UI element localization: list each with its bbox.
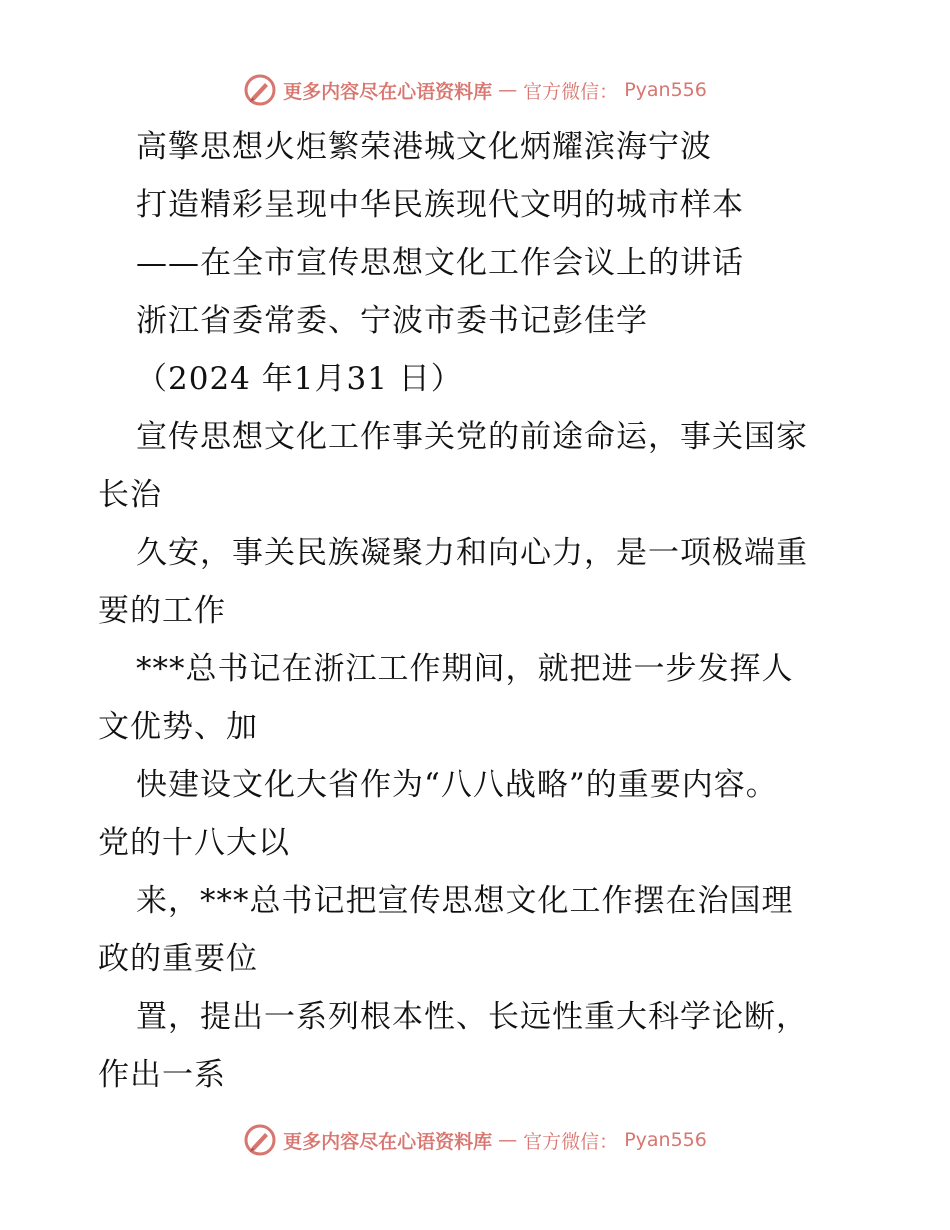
banner-id: Pyan556 xyxy=(624,79,707,101)
pen-logo-icon xyxy=(243,73,277,107)
banner-label: 官方微信： xyxy=(523,1130,619,1153)
banner-text: 更多内容尽在心语资料库 xyxy=(283,80,493,103)
footer-watermark-banner xyxy=(0,1120,950,1160)
author-line: 浙江省委常委、宁波市委书记彭佳学 xyxy=(136,303,648,339)
paragraph-line: 文优势、加 xyxy=(98,709,258,745)
paragraph-line: 置，提出一系列根本性、长远性重大科学论断， xyxy=(136,999,808,1035)
header-watermark-banner xyxy=(0,70,950,110)
paragraph-line: 久安，事关民族凝聚力和向心力，是一项极端重 xyxy=(136,535,808,571)
banner-label: 官方微信： xyxy=(523,80,619,103)
paragraph-line: 作出一系 xyxy=(98,1057,226,1093)
date-line: （2024 年1月31 日） xyxy=(136,361,463,397)
document-body xyxy=(98,118,858,1104)
banner-dash: — xyxy=(498,1129,518,1151)
paragraph-line: 快建设文化大省作为“八八战略”的重要内容。 xyxy=(136,767,778,803)
paragraph-line: 宣传思想文化工作事关党的前途命运，事关国家 xyxy=(136,419,808,455)
paragraph-line: 要的工作 xyxy=(98,593,226,629)
banner-id: Pyan556 xyxy=(624,1129,707,1151)
paragraph-line: 长治 xyxy=(98,477,162,513)
subtitle-line: ——在全市宣传思想文化工作会议上的讲话 xyxy=(136,245,744,281)
pen-logo-icon xyxy=(243,1123,277,1157)
title-line-2: 打造精彩呈现中华民族现代文明的城市样本 xyxy=(136,187,744,223)
banner-text: 更多内容尽在心语资料库 xyxy=(283,1130,493,1153)
banner-dash: — xyxy=(498,79,518,101)
paragraph-line: 来，***总书记把宣传思想文化工作摆在治国理 xyxy=(136,883,794,919)
paragraph-line: 党的十八大以 xyxy=(98,825,290,861)
paragraph-line: ***总书记在浙江工作期间，就把进一步发挥人 xyxy=(136,651,794,687)
paragraph-line: 政的重要位 xyxy=(98,941,258,977)
title-line-1: 高擎思想火炬繁荣港城文化炳耀滨海宁波 xyxy=(136,129,712,165)
